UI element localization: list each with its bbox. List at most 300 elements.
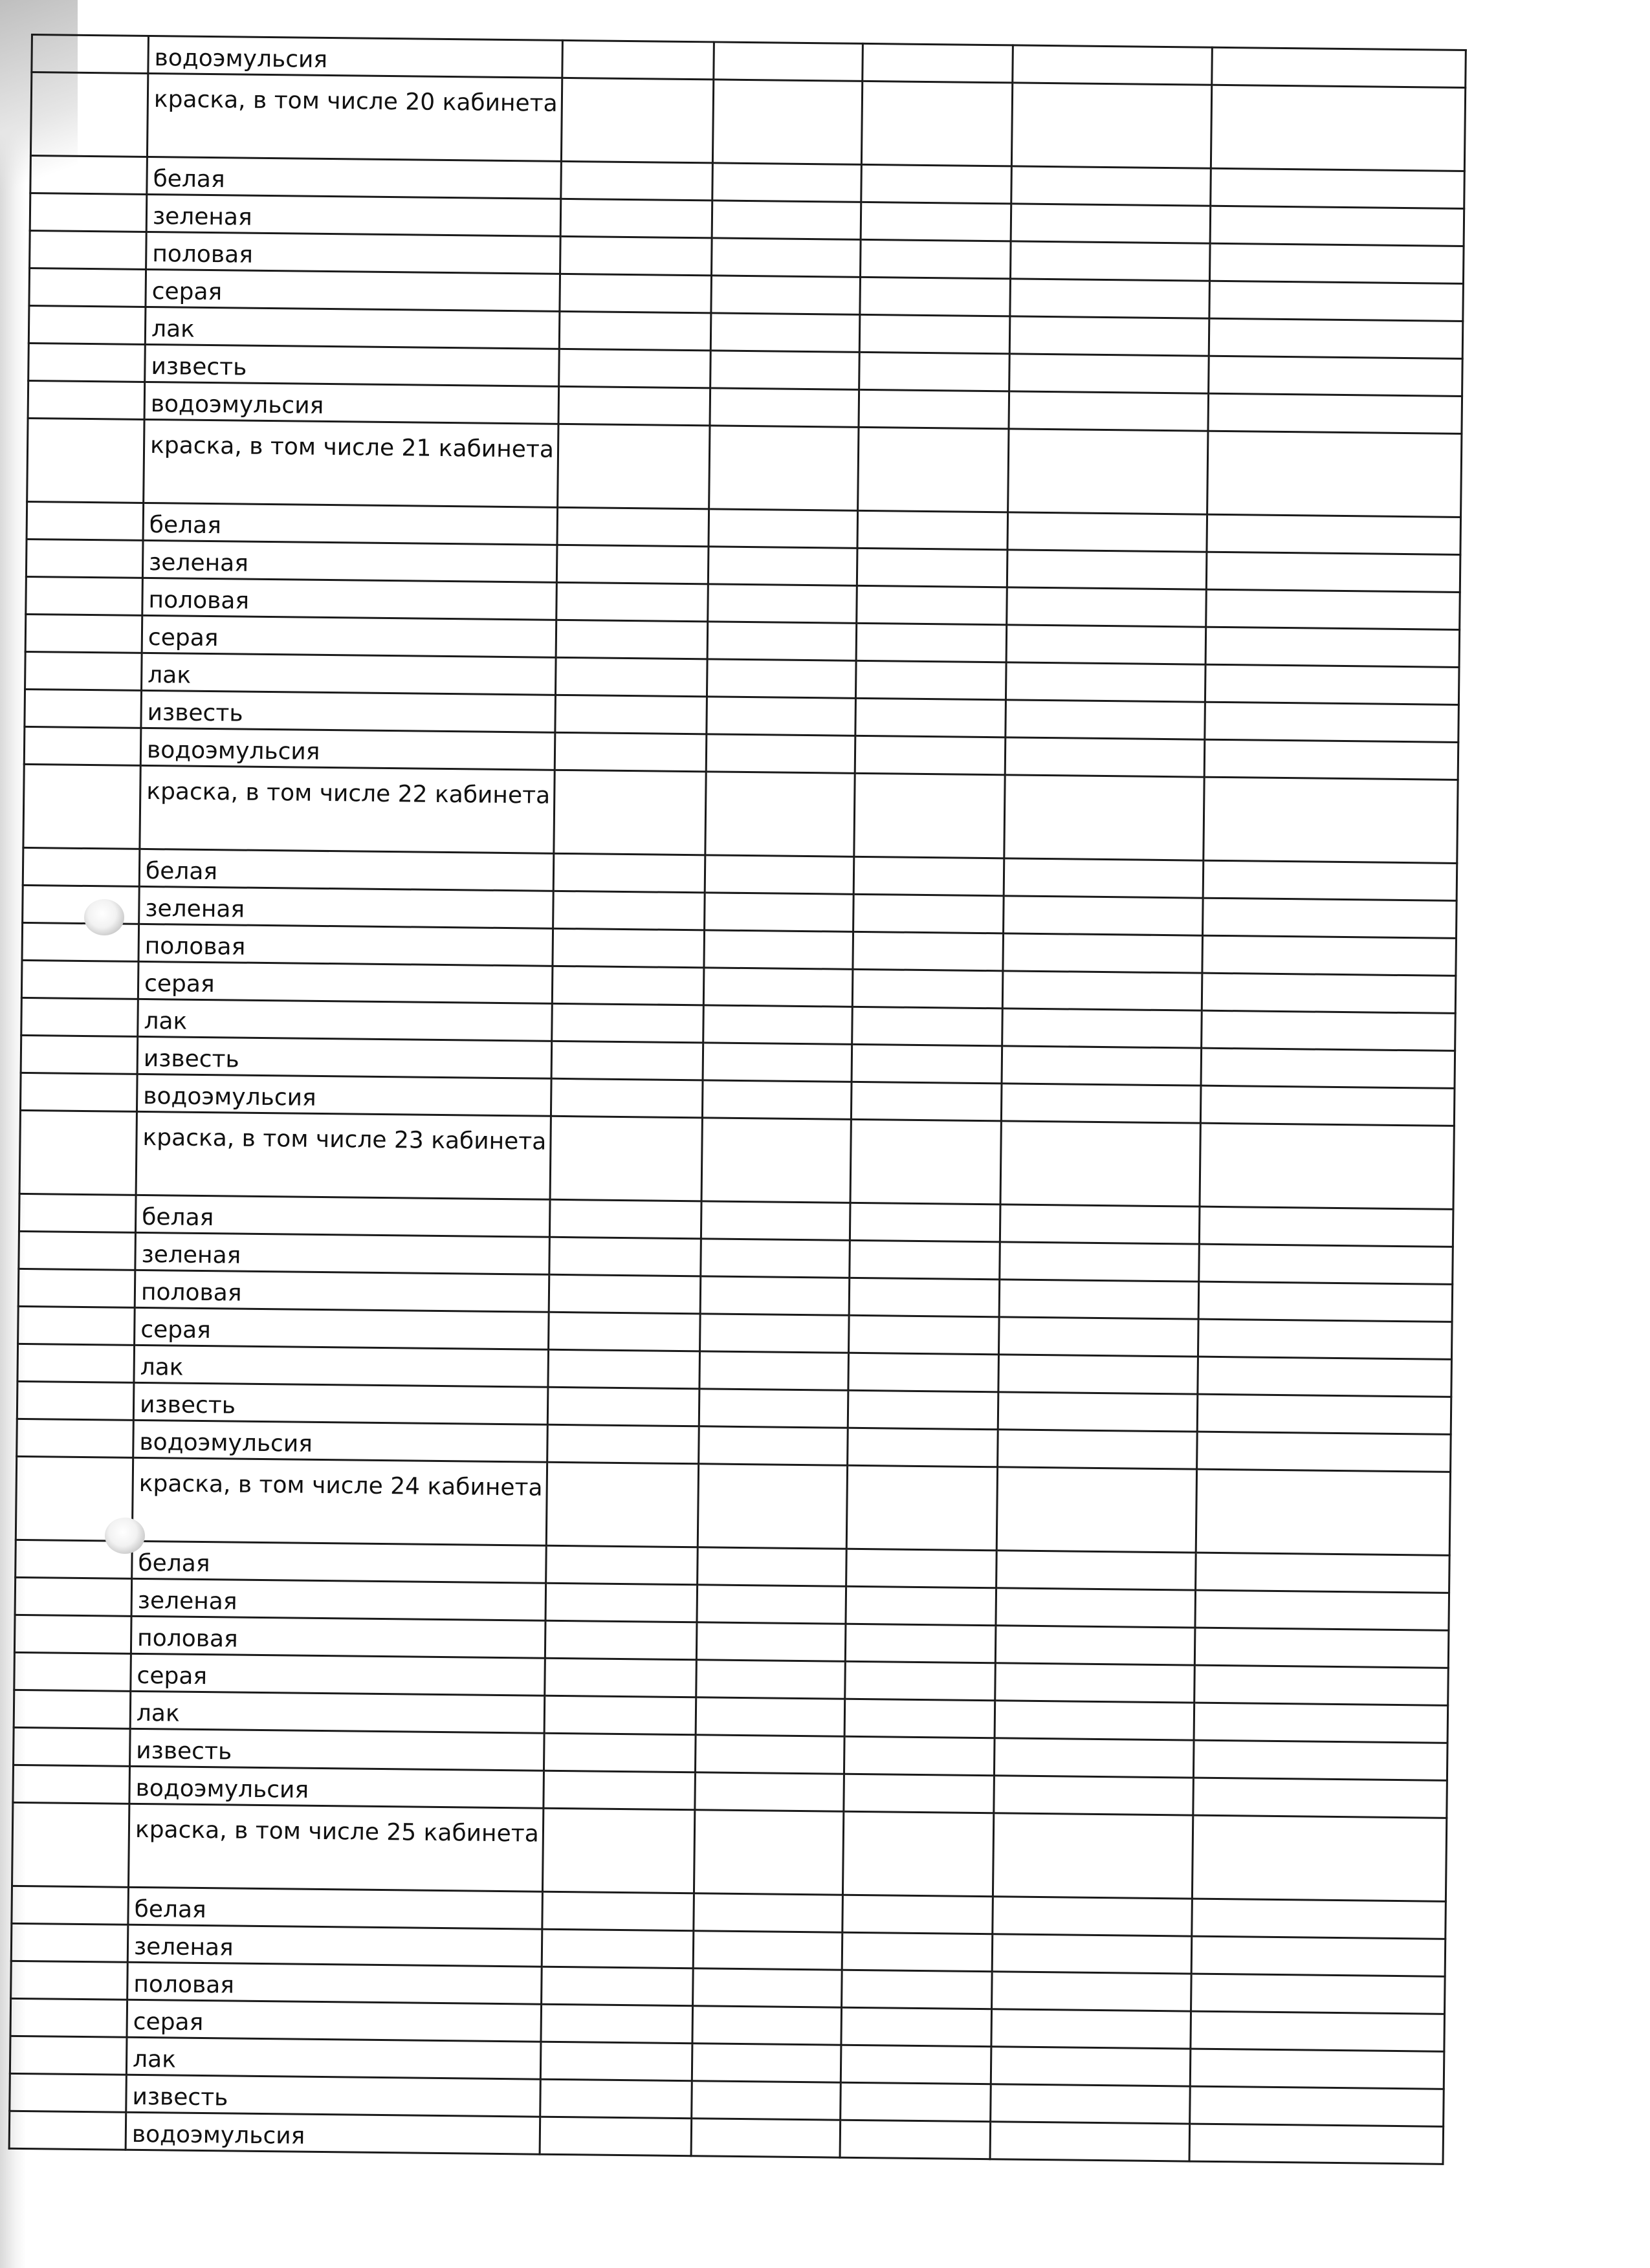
row-number-cell	[20, 1073, 137, 1111]
row-number-cell	[12, 1802, 129, 1887]
value-cell	[1197, 1432, 1451, 1472]
value-cell	[1212, 47, 1466, 87]
value-cell	[841, 2082, 991, 2122]
value-cell	[548, 1349, 700, 1389]
value-cell	[857, 510, 1008, 550]
value-cell	[699, 1351, 849, 1390]
value-cell	[1209, 243, 1464, 283]
value-cell	[1191, 2011, 1445, 2051]
value-cell	[992, 1934, 1192, 1974]
value-cell	[551, 1041, 703, 1080]
value-cell	[850, 1240, 1000, 1280]
value-cell	[995, 1663, 1195, 1703]
value-cell	[1202, 935, 1457, 976]
value-cell	[555, 657, 707, 697]
materials-table	[8, 34, 1467, 2165]
value-cell	[546, 1545, 698, 1585]
value-cell	[1190, 2049, 1444, 2089]
value-cell	[701, 1239, 850, 1278]
value-cell	[556, 582, 709, 622]
value-cell	[552, 966, 704, 1005]
value-cell	[1204, 739, 1458, 780]
material-name-cell: белая	[132, 1541, 547, 1583]
value-cell	[560, 236, 712, 276]
value-cell	[542, 1892, 694, 1931]
value-cell	[558, 424, 710, 509]
value-cell	[990, 2122, 1190, 2161]
value-cell	[705, 893, 854, 932]
value-cell	[854, 773, 1005, 858]
value-cell	[702, 1080, 852, 1119]
material-name-cell: белая	[139, 849, 554, 891]
value-cell	[1009, 391, 1209, 431]
row-number-cell	[23, 764, 140, 849]
value-cell	[1209, 318, 1463, 358]
value-cell	[555, 732, 707, 772]
material-name-cell: краска, в том числе 24 кабинета	[132, 1457, 547, 1545]
value-cell	[998, 1317, 1198, 1357]
value-cell	[1000, 1205, 1200, 1244]
material-name-cell: зеленая	[142, 540, 557, 582]
punch-hole-upper	[84, 899, 124, 935]
value-cell	[840, 2120, 991, 2159]
material-name-cell: серая	[146, 269, 560, 311]
material-name-cell: половая	[127, 1962, 542, 2004]
value-cell	[712, 163, 862, 202]
value-cell	[693, 1931, 842, 1970]
value-cell	[1206, 589, 1460, 629]
material-name-cell: серая	[142, 615, 556, 657]
value-cell	[846, 1549, 997, 1588]
value-cell	[549, 1274, 701, 1314]
material-name-cell: половая	[135, 1270, 549, 1312]
row-number-cell	[11, 1923, 128, 1962]
value-cell	[1207, 431, 1462, 517]
row-number-cell	[28, 305, 146, 344]
value-cell	[695, 1735, 844, 1774]
material-name-cell: водоэмульсия	[140, 728, 555, 770]
row-number-cell	[25, 614, 142, 653]
row-number-cell	[14, 1615, 131, 1653]
material-name-cell: лак	[130, 1691, 545, 1733]
value-cell	[1006, 625, 1206, 664]
value-cell	[994, 1738, 1194, 1778]
value-cell	[841, 2045, 991, 2084]
value-cell	[1191, 1974, 1446, 2014]
value-cell	[695, 1772, 844, 1811]
value-cell	[1005, 737, 1205, 777]
value-cell	[1004, 896, 1204, 935]
value-cell	[849, 1278, 1000, 1317]
value-cell	[1192, 1899, 1446, 1939]
value-cell	[1198, 1319, 1452, 1359]
value-cell	[859, 389, 1009, 429]
table-row	[30, 72, 1465, 171]
value-cell	[1208, 393, 1462, 433]
value-cell	[1011, 204, 1211, 243]
row-number-cell	[17, 1419, 134, 1457]
value-cell	[703, 1043, 852, 1082]
value-cell	[1207, 514, 1461, 554]
value-cell	[1011, 166, 1211, 206]
value-cell	[705, 855, 854, 894]
value-cell	[710, 351, 860, 389]
value-cell	[845, 1661, 996, 1701]
value-cell	[1202, 1010, 1456, 1051]
row-number-cell	[14, 1652, 131, 1691]
value-cell	[557, 507, 709, 547]
value-cell	[1010, 279, 1210, 318]
value-cell	[855, 660, 1006, 700]
value-cell	[1189, 2124, 1444, 2164]
material-name-cell: водоэмульсия	[137, 1074, 551, 1116]
material-name-cell: лак	[138, 999, 553, 1041]
value-cell	[552, 1003, 704, 1043]
value-cell	[561, 161, 713, 201]
value-cell	[1004, 775, 1204, 860]
material-name-cell: белая	[147, 157, 562, 199]
row-number-cell	[23, 847, 140, 886]
value-cell	[1197, 1394, 1451, 1434]
value-cell	[1198, 1357, 1452, 1397]
value-cell	[1002, 971, 1202, 1010]
value-cell	[549, 1237, 701, 1276]
row-number-cell	[18, 1306, 135, 1345]
value-cell	[846, 1586, 996, 1626]
value-cell	[692, 2006, 842, 2045]
value-cell	[1009, 316, 1209, 356]
value-cell	[710, 313, 860, 352]
value-cell	[1205, 702, 1459, 742]
value-cell	[859, 352, 1010, 391]
value-cell	[852, 969, 1003, 1009]
material-name-cell: известь	[145, 344, 560, 386]
value-cell	[994, 1776, 1194, 1815]
row-number-cell	[13, 1765, 130, 1804]
value-cell	[1192, 1815, 1446, 1901]
value-cell	[545, 1658, 697, 1697]
value-cell	[856, 623, 1007, 662]
value-cell	[1191, 1936, 1446, 1976]
row-number-cell	[29, 268, 146, 307]
value-cell	[1199, 1244, 1453, 1284]
value-cell	[707, 659, 856, 698]
value-cell	[860, 277, 1011, 316]
value-cell	[1209, 281, 1464, 321]
material-name-cell: водоэмульсия	[133, 1420, 548, 1462]
value-cell	[708, 584, 857, 623]
material-name-cell: лак	[126, 2037, 541, 2079]
value-cell	[691, 2119, 841, 2157]
material-name-cell: известь	[141, 690, 556, 732]
value-cell	[544, 1771, 696, 1810]
value-cell	[1002, 1009, 1202, 1048]
value-cell	[1211, 168, 1465, 208]
value-cell	[861, 164, 1012, 204]
value-cell	[858, 427, 1009, 512]
value-cell	[551, 1078, 703, 1118]
value-cell	[1006, 700, 1205, 739]
value-cell	[711, 276, 861, 314]
value-cell	[1193, 1778, 1447, 1818]
value-cell	[549, 1199, 701, 1239]
value-cell	[853, 932, 1004, 971]
value-cell	[541, 2004, 693, 2044]
value-cell	[848, 1353, 999, 1392]
material-name-cell: половая	[142, 578, 557, 620]
value-cell	[554, 770, 706, 855]
value-cell	[1193, 1740, 1447, 1780]
value-cell	[1004, 858, 1204, 898]
value-cell	[699, 1426, 848, 1465]
material-name-cell: водоэмульсия	[129, 1766, 544, 1808]
value-cell	[991, 2084, 1191, 2124]
value-cell	[1209, 356, 1463, 396]
row-number-cell	[9, 2111, 126, 2150]
value-cell	[1203, 898, 1457, 938]
value-cell	[855, 698, 1006, 737]
value-cell	[544, 1733, 696, 1772]
value-cell	[851, 1082, 1002, 1121]
value-cell	[853, 856, 1004, 896]
document-sheet	[8, 34, 1465, 2165]
value-cell	[996, 1467, 1196, 1553]
value-cell	[694, 1893, 843, 1932]
value-cell	[559, 311, 711, 351]
row-number-cell	[25, 689, 142, 728]
value-cell	[996, 1588, 1196, 1628]
value-cell	[706, 734, 855, 773]
value-cell	[549, 1312, 701, 1351]
value-cell	[1200, 1123, 1454, 1209]
value-cell	[693, 1968, 842, 2007]
value-cell	[544, 1696, 696, 1735]
value-cell	[1007, 587, 1207, 627]
row-number-cell	[30, 72, 148, 157]
row-number-cell	[22, 922, 139, 961]
table-row	[27, 418, 1462, 517]
value-cell	[1001, 1084, 1201, 1123]
table-row	[12, 1802, 1447, 1901]
value-cell	[849, 1315, 1000, 1355]
row-number-cell	[10, 1998, 127, 2037]
value-cell	[1000, 1242, 1200, 1281]
value-cell	[1202, 973, 1456, 1013]
value-cell	[852, 1007, 1003, 1046]
row-number-cell	[21, 998, 138, 1036]
value-cell	[848, 1390, 998, 1430]
value-cell	[707, 622, 857, 660]
value-cell	[859, 314, 1010, 354]
value-cell	[697, 1585, 846, 1624]
value-cell	[1196, 1469, 1450, 1555]
value-cell	[546, 1462, 698, 1547]
value-cell	[1007, 512, 1207, 552]
row-number-cell	[17, 1344, 135, 1382]
value-cell	[1010, 241, 1210, 281]
value-cell	[861, 239, 1011, 279]
material-name-cell: известь	[130, 1728, 545, 1771]
value-cell	[842, 1895, 993, 1934]
value-cell	[852, 1044, 1002, 1084]
row-number-cell	[17, 1381, 134, 1420]
material-name-cell: серая	[135, 1307, 549, 1349]
value-cell	[704, 930, 853, 969]
value-cell	[560, 199, 712, 238]
value-cell	[709, 509, 858, 548]
material-name-cell: зеленая	[131, 1578, 546, 1620]
value-cell	[1201, 1048, 1455, 1088]
row-number-cell	[21, 960, 138, 999]
table-row	[23, 764, 1458, 863]
value-cell	[861, 202, 1011, 241]
value-cell	[1210, 206, 1464, 246]
material-name-cell: белая	[143, 503, 558, 545]
material-name-cell: белая	[128, 1887, 543, 1929]
value-cell	[700, 1314, 850, 1353]
value-cell	[1205, 664, 1459, 704]
value-cell	[844, 1736, 995, 1776]
value-cell	[703, 1005, 853, 1044]
value-cell	[1206, 552, 1460, 592]
value-cell	[1011, 83, 1211, 168]
row-number-cell	[11, 1961, 128, 2000]
punch-hole-lower	[105, 1518, 145, 1554]
value-cell	[853, 894, 1004, 933]
value-cell	[703, 968, 853, 1007]
value-cell	[708, 547, 857, 585]
row-number-cell	[28, 380, 145, 419]
value-cell	[1194, 1665, 1449, 1705]
row-number-cell	[30, 193, 147, 232]
material-name-cell: зеленая	[135, 1232, 550, 1274]
table-row	[19, 1110, 1454, 1209]
value-cell	[694, 1810, 843, 1895]
value-cell	[545, 1620, 697, 1660]
value-cell	[1002, 1046, 1202, 1085]
row-number-cell	[14, 1727, 131, 1766]
value-cell	[555, 695, 707, 734]
value-cell	[857, 548, 1007, 587]
row-number-cell	[32, 35, 149, 74]
value-cell	[1013, 45, 1213, 85]
material-name-cell: известь	[126, 2075, 541, 2117]
value-cell	[841, 2007, 992, 2047]
value-cell	[1000, 1121, 1200, 1206]
row-number-cell	[19, 1110, 137, 1195]
value-cell	[562, 40, 714, 80]
value-cell	[698, 1547, 847, 1586]
row-number-cell	[30, 230, 147, 269]
value-cell	[709, 426, 859, 510]
value-cell	[991, 2047, 1191, 2086]
row-number-cell	[26, 539, 143, 578]
row-number-cell	[12, 1886, 129, 1925]
value-cell	[692, 2044, 841, 2082]
value-cell	[699, 1389, 848, 1428]
value-cell	[559, 349, 711, 388]
material-name-cell: известь	[133, 1382, 548, 1424]
value-cell	[696, 1697, 845, 1736]
value-cell	[701, 1201, 850, 1240]
value-cell	[547, 1387, 699, 1426]
value-cell	[712, 80, 862, 164]
value-cell	[998, 1392, 1198, 1432]
value-cell	[1205, 627, 1460, 667]
value-cell	[845, 1624, 996, 1663]
value-cell	[1198, 1281, 1453, 1322]
row-number-cell	[18, 1269, 135, 1307]
value-cell	[545, 1583, 698, 1622]
value-cell	[553, 928, 705, 968]
value-cell	[842, 1932, 993, 1972]
value-cell	[712, 201, 861, 239]
material-name-cell: лак	[142, 653, 556, 695]
material-name-cell: краска, в том числе 20 кабинета	[147, 73, 562, 161]
material-name-cell: водоэмульсия	[144, 382, 559, 424]
material-name-cell: половая	[131, 1616, 545, 1658]
value-cell	[996, 1551, 1196, 1590]
row-number-cell	[25, 651, 142, 690]
row-number-cell	[26, 576, 143, 615]
value-cell	[855, 736, 1006, 775]
value-cell	[542, 1967, 694, 2006]
row-number-cell	[28, 343, 146, 382]
value-cell	[844, 1699, 995, 1738]
row-number-cell	[10, 2073, 127, 2112]
value-cell	[553, 891, 705, 930]
material-name-cell: зеленая	[146, 194, 561, 236]
value-cell	[1211, 85, 1465, 171]
value-cell	[540, 2079, 692, 2119]
material-name-cell: лак	[145, 307, 560, 349]
value-cell	[991, 2009, 1191, 2049]
value-cell	[692, 2081, 841, 2120]
material-name-cell: известь	[137, 1036, 552, 1078]
value-cell	[1204, 777, 1458, 863]
value-cell	[707, 697, 856, 736]
material-name-cell: краска, в том числе 22 кабинета	[140, 765, 555, 853]
row-number-cell	[19, 1194, 136, 1232]
value-cell	[850, 1119, 1001, 1205]
value-cell	[850, 1203, 1000, 1242]
value-cell	[995, 1626, 1195, 1665]
row-number-cell	[30, 156, 148, 195]
value-cell	[561, 78, 713, 163]
value-cell	[542, 1808, 694, 1893]
value-cell	[696, 1660, 846, 1699]
value-cell	[844, 1774, 995, 1813]
row-number-cell	[27, 501, 144, 540]
material-name-cell: зеленая	[127, 1925, 542, 1967]
value-cell	[701, 1118, 851, 1203]
value-cell	[1194, 1628, 1449, 1668]
value-cell	[998, 1430, 1198, 1469]
material-name-cell: водоэмульсия	[148, 36, 563, 78]
value-cell	[842, 1970, 993, 2009]
value-cell	[1009, 354, 1209, 393]
value-cell	[710, 388, 859, 427]
table-row	[16, 1456, 1450, 1555]
value-cell	[712, 238, 861, 277]
value-cell	[560, 274, 712, 313]
row-number-cell	[14, 1690, 131, 1728]
value-cell	[556, 620, 708, 659]
row-number-cell	[21, 1035, 138, 1074]
material-name-cell: зеленая	[139, 886, 554, 928]
value-cell	[550, 1116, 702, 1201]
value-cell	[861, 81, 1012, 166]
